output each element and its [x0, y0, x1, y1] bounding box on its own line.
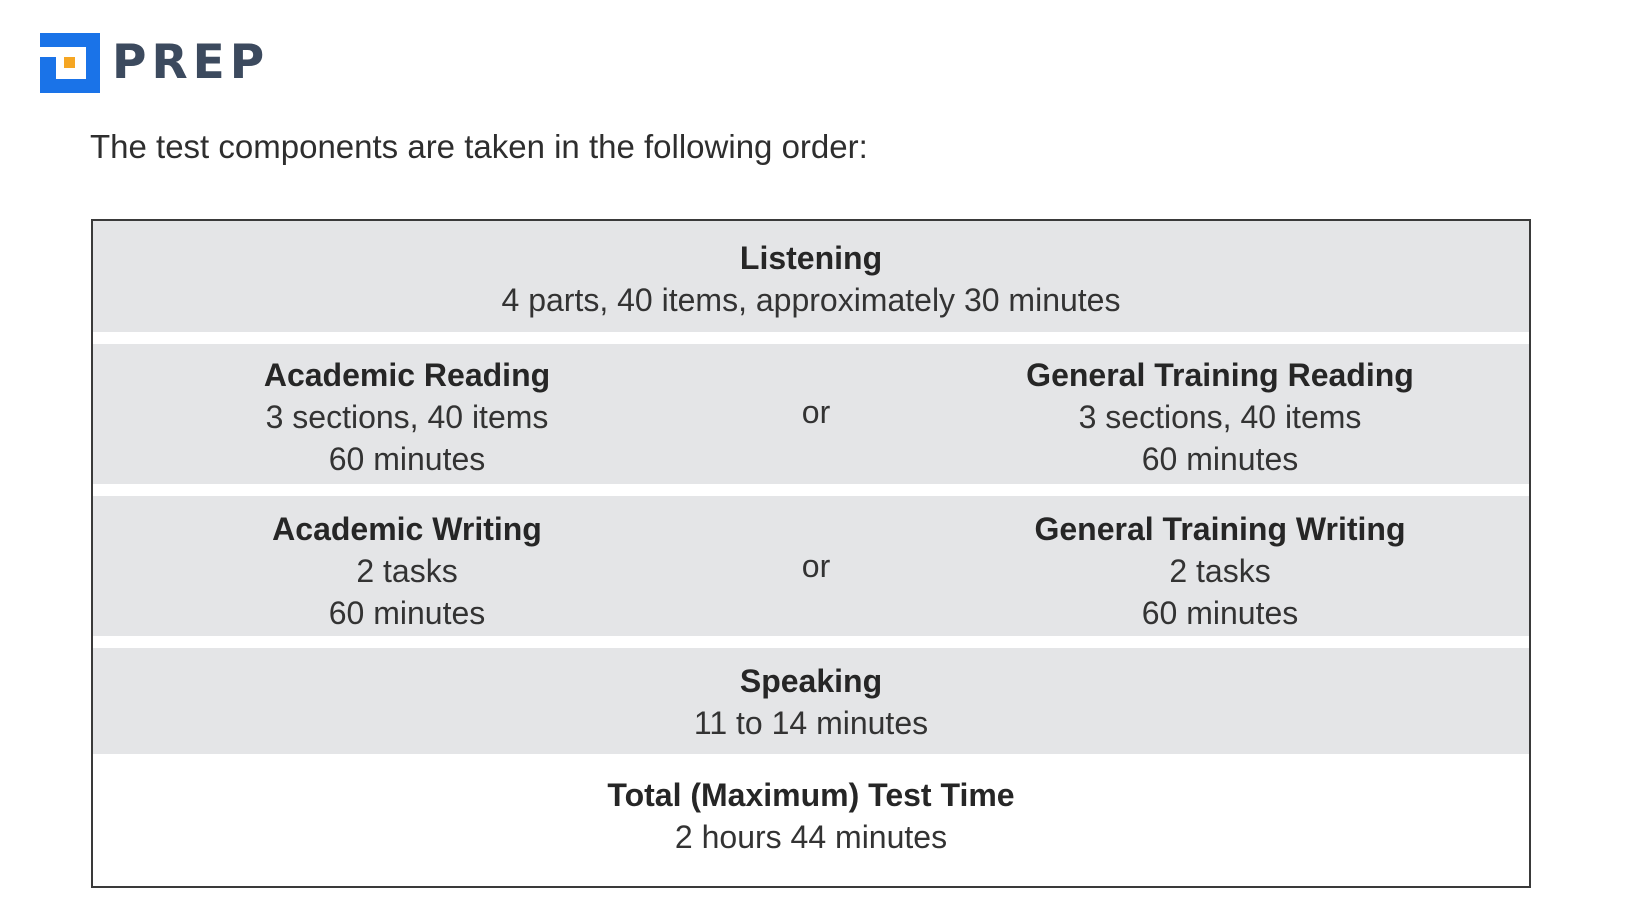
prep-logo[interactable] [40, 33, 269, 93]
intro-text: The test components are taken in the following order: [90, 128, 868, 165]
speaking-title: Speaking [739, 663, 883, 699]
reading-or-label: or [801, 394, 831, 430]
reading-row [93, 344, 1529, 484]
academic-reading-cell [93, 354, 721, 480]
general-writing-title: General Training Writing [1034, 511, 1406, 547]
academic-reading-items: 3 sections, 40 items [265, 399, 549, 435]
general-reading-time: 60 minutes [1141, 441, 1299, 477]
brand-name: PREP [112, 35, 270, 90]
general-reading-cell [911, 354, 1529, 480]
academic-writing-tasks: 2 tasks [356, 553, 458, 589]
listening-row [93, 221, 1529, 332]
academic-writing-time: 60 minutes [328, 595, 486, 631]
total-title: Total (Maximum) Test Time [607, 777, 1015, 813]
total-detail: 2 hours 44 minutes [674, 819, 948, 855]
general-writing-cell [911, 508, 1529, 634]
general-reading-items: 3 sections, 40 items [1078, 399, 1362, 435]
general-writing-time: 60 minutes [1141, 595, 1299, 631]
speaking-detail: 11 to 14 minutes [693, 705, 929, 741]
general-reading-title: General Training Reading [1026, 357, 1414, 393]
academic-writing-title: Academic Writing [272, 511, 542, 547]
prep-logo-icon [40, 33, 100, 93]
listening-detail: 4 parts, 40 items, approximately 30 minutes [501, 282, 1121, 318]
speaking-row [93, 648, 1529, 754]
test-components-table [91, 219, 1531, 888]
total-row [93, 754, 1529, 886]
academic-reading-time: 60 minutes [328, 441, 486, 477]
writing-or-label: or [801, 548, 831, 584]
listening-title: Listening [739, 240, 883, 276]
general-writing-tasks: 2 tasks [1169, 553, 1271, 589]
academic-writing-cell [93, 508, 721, 634]
writing-row [93, 496, 1529, 636]
academic-reading-title: Academic Reading [263, 357, 551, 393]
